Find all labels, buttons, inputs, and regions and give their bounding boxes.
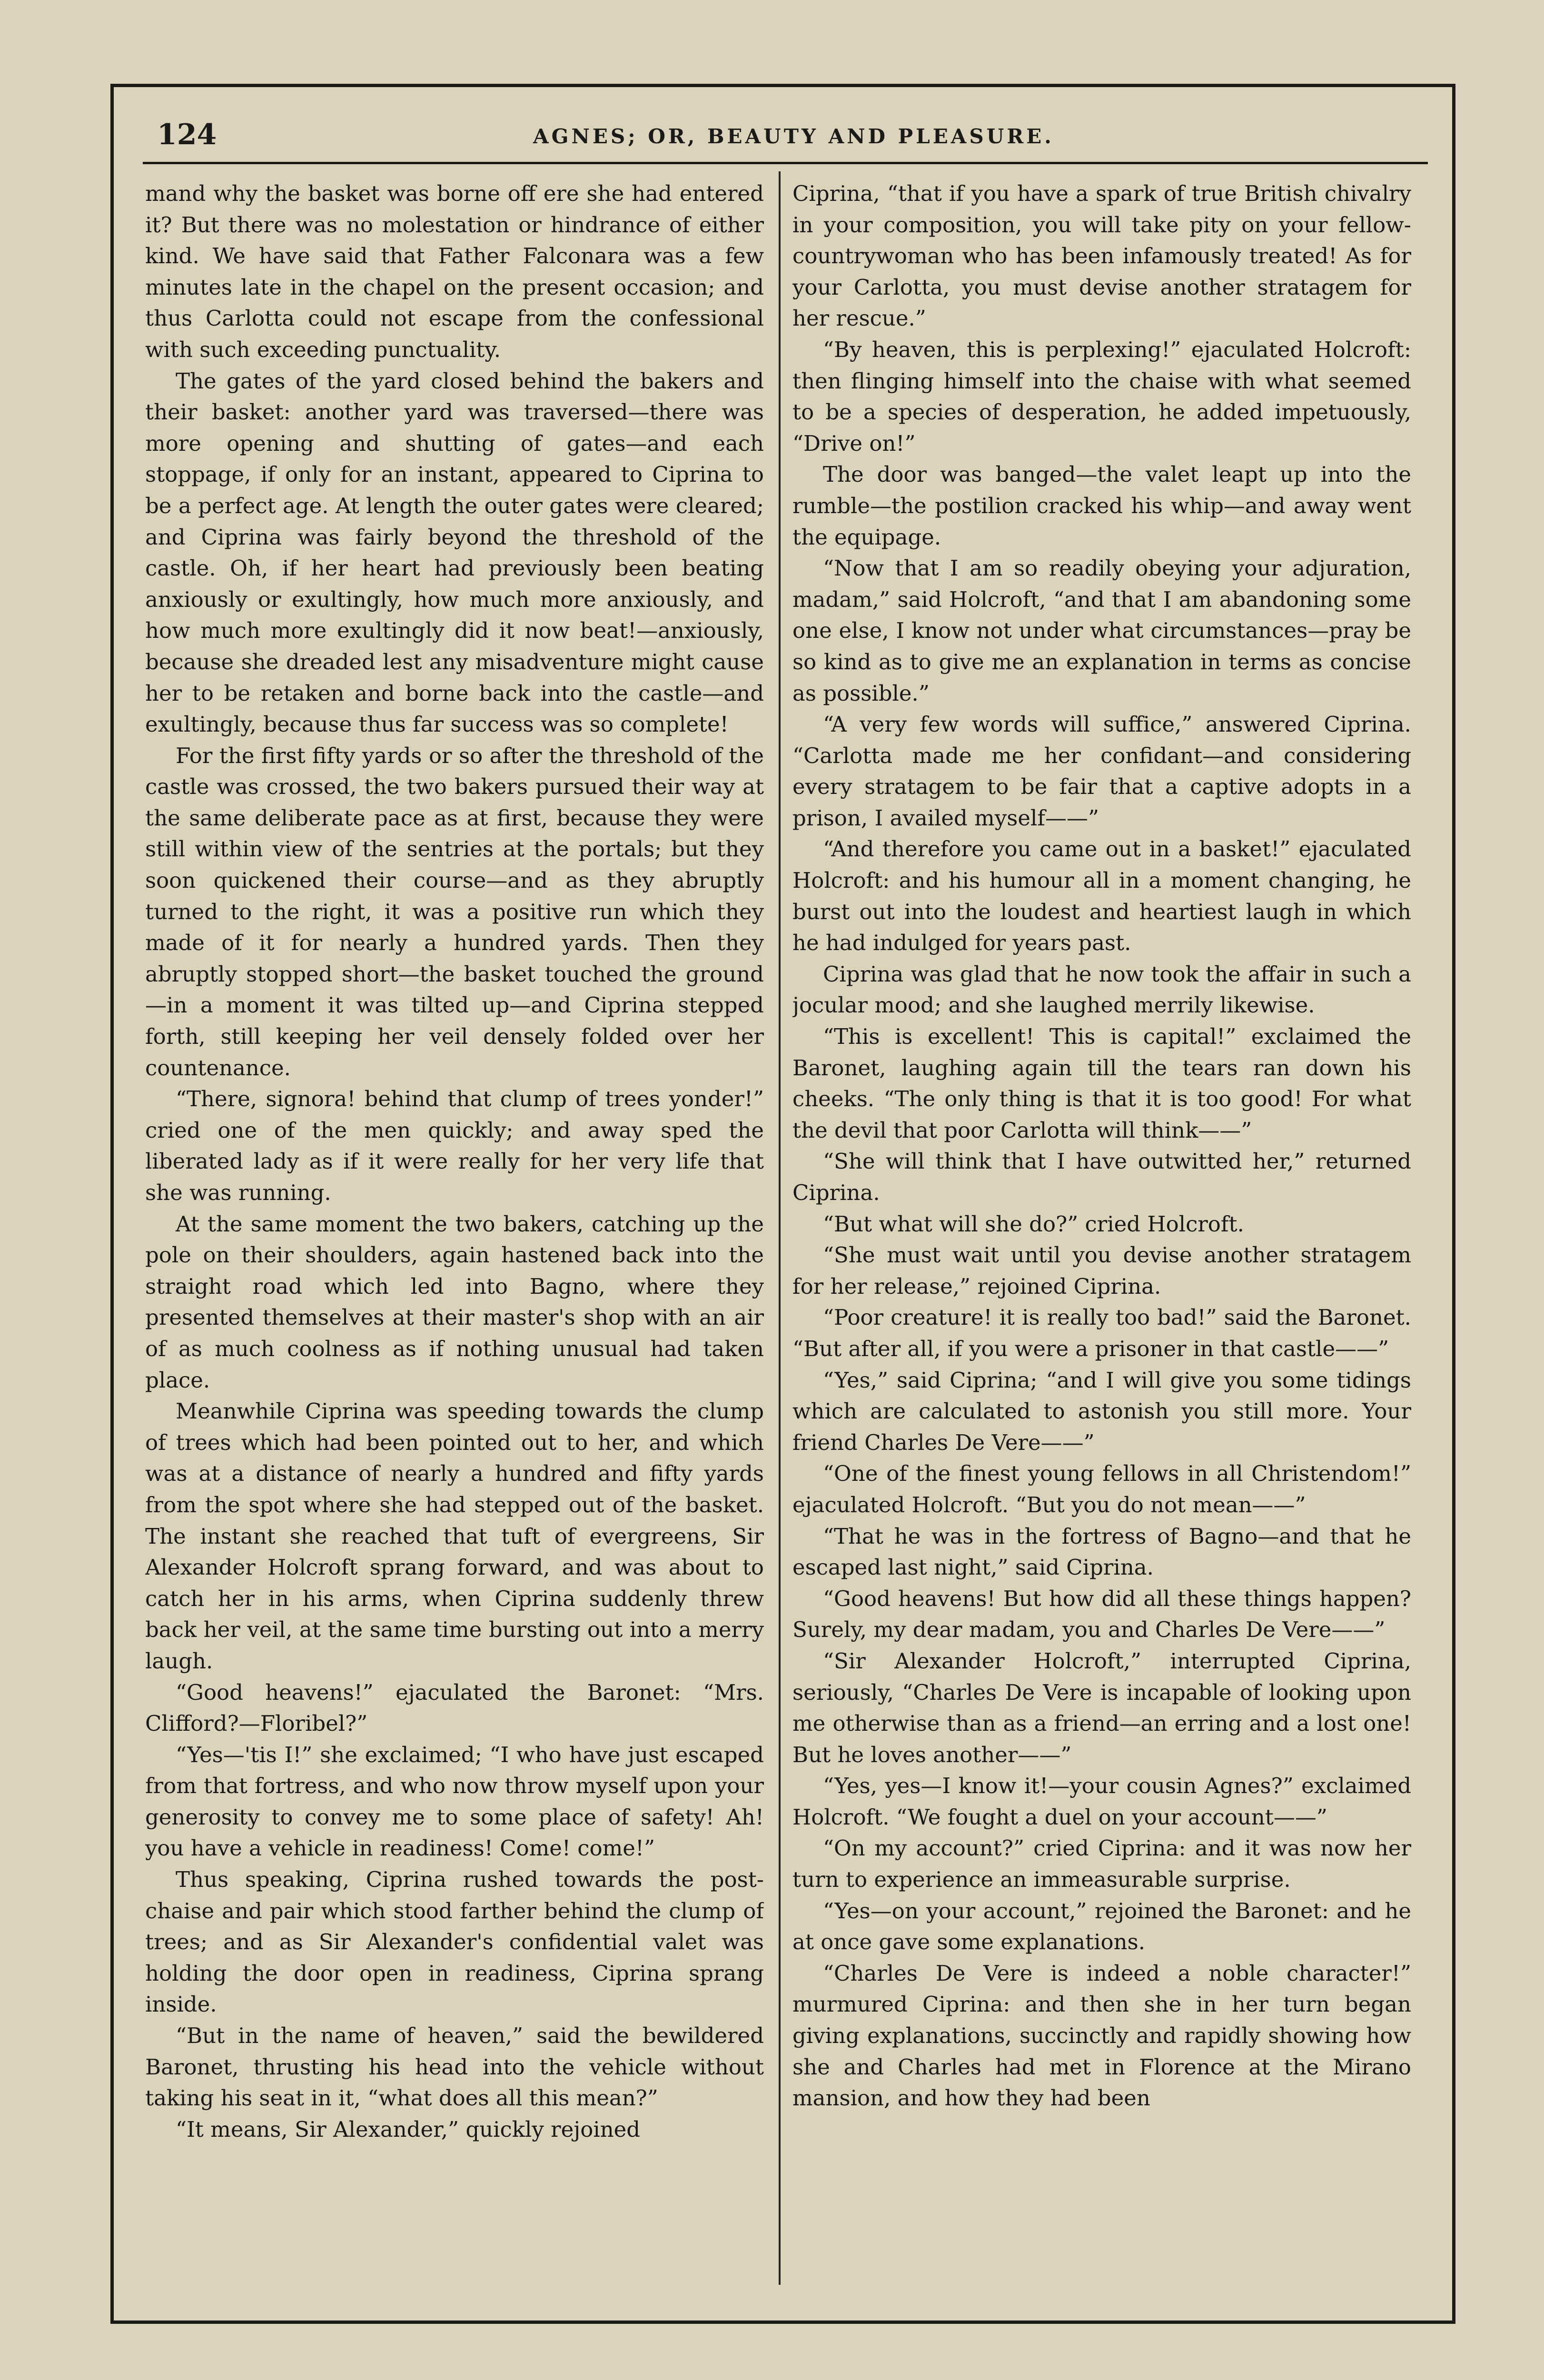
paragraph: “Yes—'tis I!” she exclaimed; “I who have just escaped from that fortress, and who now throw myself upon your generosity to convey me to some place of safety! Ah! you have a vehicle in readiness! Come! come!” — [145, 1742, 764, 1861]
header-rule — [143, 162, 1428, 164]
paragraph: “There, signora! behind that clump of trees yonder!” cried one of the men quickly; and away sped the liberated lady as if it were really for her very life that she was running. — [145, 1086, 764, 1205]
paragraph: “But what will she do?” cried Holcroft. — [823, 1211, 1244, 1237]
running-title: AGNES; OR, BEAUTY AND PLEASURE. — [533, 125, 1054, 148]
paragraph: Thus speaking, Ciprina rushed towards the post-chaise and pair which stood farther behind the clump of trees; and as Sir Alexander's confidential valet was holding the door open in readiness, Ciprina sprang inside. — [145, 1867, 764, 2017]
paragraph: “A very few words will suffice,” answered Ciprina. “Carlotta made me her confidant—and considering every stratagem to be fair that a captive adopts in a prison, I availed myself——” — [792, 712, 1411, 831]
paragraph: “And therefore you came out in a basket!” ejaculated Holcroft: and his humour all in a moment changing, he burst out into the loudest and heartiest laugh in which he had indulged for years past. — [792, 836, 1411, 956]
paragraph: “Poor creature! it is really too bad!” said the Baronet. “But after all, if you were a prisoner in that castle——” — [792, 1305, 1411, 1361]
paragraph: “Good heavens! But how did all these things happen? Surely, my dear madam, you and Charles De Vere——” — [792, 1586, 1411, 1643]
paragraph: Meanwhile Ciprina was speeding towards the clump of trees which had been pointed out to her, and which was at a distance of nearly a hundred and fifty yards from the spot where she had stepped out of the basket. The instant she reached that tuft of evergreens, Sir Alexander Holcroft sprang forward, and was about to catch her in his arms, when Ciprina suddenly threw back her veil, at the same time bursting out into a merry laugh. — [145, 1398, 764, 1674]
paragraph: “One of the finest young fellows in all Christendom!” ejaculated Holcroft. “But you do not mean——” — [792, 1461, 1411, 1517]
paragraph: “Good heavens!” ejaculated the Baronet: “Mrs. Clifford?—Floribel?” — [145, 1679, 764, 1736]
left-column — [145, 178, 764, 2296]
paragraph: “It means, Sir Alexander,” quickly rejoined — [176, 2116, 641, 2142]
paragraph: “This is excellent! This is capital!” exclaimed the Baronet, laughing again till the tears ran down his cheeks. “The only thing is that it is too good! For what the devil that poor Carlotta will think——” — [792, 1024, 1411, 1143]
paragraph: For the first fifty yards or so after the threshold of the castle was crossed, the two bakers pursued their way at the same deliberate pace as at first, because they were still within view of the sentries at the portals; but they soon quickened their course—and as they abruptly turned to the right, it was a positive run which they made of it for nearly a hundred yards. Then they abruptly stopped short—the basket touched the ground—in a moment it was tilted up—and Ciprina stepped forth, still keeping her veil densely folded over her countenance. — [145, 743, 764, 1081]
paragraph: “On my account?” cried Ciprina: and it was now her turn to experience an immeasurable surprise. — [792, 1835, 1411, 1893]
page-number: 124 — [157, 118, 217, 151]
paragraph: At the same moment the two bakers, catching up the pole on their shoulders, again hastened back into the straight road which led into Bagno, where they presented themselves at their master's shop with an air of as much coolness as if nothing unusual had taken place. — [145, 1211, 764, 1393]
paragraph: “Yes—on your account,” rejoined the Baronet: and he at once gave some explanations. — [792, 1898, 1411, 1955]
paragraph: mand why the basket was borne off ere she had entered it? But there was no molestation or hindrance of either kind. We have said that Father Falconara was a few minutes late in the chapel on the present occasion; and thus Carlotta could not escape from the confessional with such exceeding punctuality. — [145, 181, 764, 362]
paragraph: The gates of the yard closed behind the bakers and their basket: another yard was traversed—there was more opening and shutting of gates—and each stoppage, if only for an instant, appeared to Ciprina to be a perfect age. At length the outer gates were cleared; and Ciprina was fairly beyond the threshold of the castle. Oh, if her heart had previously been beating anxiously or exultingly, how much more anxiously, and how much more exultingly did it now beat!—anxiously, because she dreaded lest any misadventure might cause her to be retaken and borne back into the castle—and exultingly, because thus far success was so complete! — [145, 368, 764, 737]
paragraph: “Yes,” said Ciprina; “and I will give you some tidings which are calculated to astonish you still more. Your friend Charles De Vere——” — [792, 1367, 1411, 1455]
paragraph: Ciprina was glad that he now took the affair in such a jocular mood; and she laughed merrily likewise. — [792, 961, 1411, 1018]
paragraph: “She will think that I have outwitted her,” returned Ciprina. — [792, 1149, 1411, 1205]
paragraph: “Yes, yes—I know it!—your cousin Agnes?” exclaimed Holcroft. “We fought a duel on your account——” — [792, 1773, 1411, 1830]
paragraph: “But in the name of heaven,” said the bewildered Baronet, thrusting his head into the vehicle without taking his seat in it, “what does all this mean?” — [145, 2023, 764, 2111]
paragraph: The door was banged—the valet leapt up into the rumble—the postilion cracked his whip—and away went the equipage. — [792, 462, 1411, 550]
paragraph: “Sir Alexander Holcroft,” interrupted Ciprina, seriously, “Charles De Vere is incapable of looking upon me otherwise than as a friend—an erring and a lost one! But he loves another——” — [792, 1648, 1411, 1767]
paragraph: Ciprina, “that if you have a spark of true British chivalry in your composition, you will take pity on your fellow-countrywoman who has been infamously treated! As for your Carlotta, you must devise another stratagem for her rescue.” — [792, 181, 1411, 331]
right-column — [792, 178, 1411, 2296]
paragraph: “Now that I am so readily obeying your adjuration, madam,” said Holcroft, “and that I am abandoning some one else, I know not under what circumstances—pray be so kind as to give me an explanation in terms as concise as possible.” — [792, 555, 1411, 706]
paragraph: “By heaven, this is perplexing!” ejaculated Holcroft: then flinging himself into the chaise with what seemed to be a species of desperation, he added impetuously, “Drive on!” — [792, 337, 1411, 456]
paragraph: “She must wait until you devise another stratagem for her release,” rejoined Ciprina. — [792, 1242, 1411, 1299]
paragraph: “Charles De Vere is indeed a noble character!” murmured Ciprina: and then she in her turn began giving explanations, succinctly and rapidly showing how she and Charles had met in Florence at the Mirano mansion, and how they had been — [792, 1960, 1411, 2111]
column-divider — [779, 171, 781, 2285]
paragraph: “That he was in the fortress of Bagno—and that he escaped last night,” said Ciprina. — [792, 1523, 1411, 1580]
